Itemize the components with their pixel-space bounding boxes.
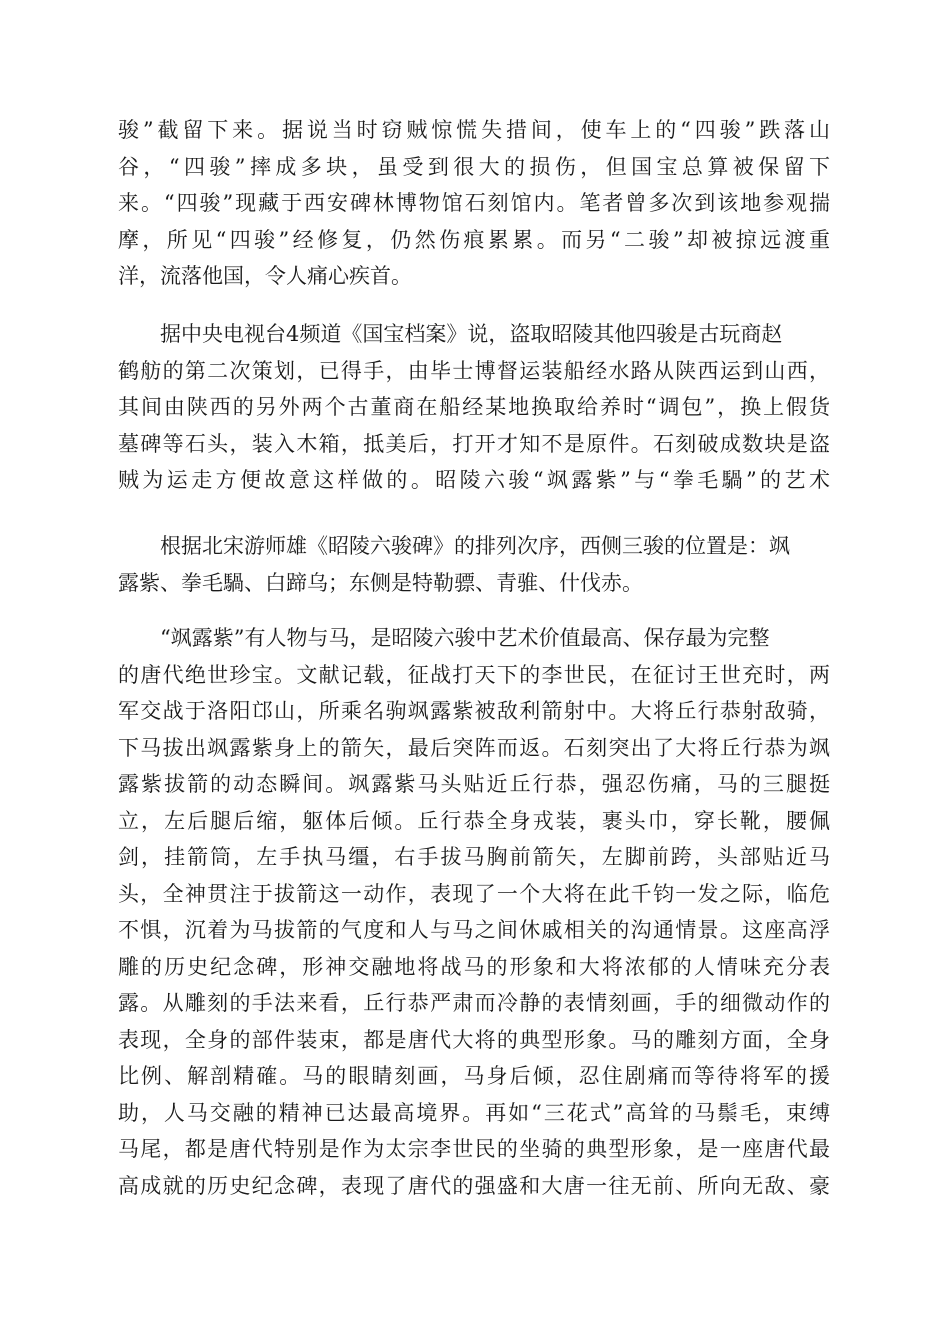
text-line: 雕的历史纪念碑，形神交融地将战马的形象和大将浓郁的人情味充分表 — [118, 954, 830, 979]
text-line: “飒露紫”有人物与马，是昭陵六骏中艺术价值最高、保存最为完整 — [160, 626, 770, 650]
text-line: 军交战于洛阳邙山，所乘名驹飒露紫被敌利箭射中。大将丘行恭射敌骑， — [118, 699, 830, 723]
paragraph-2 — [118, 316, 830, 499]
paragraph-4 — [118, 620, 830, 1204]
text-line: 下马拔出飒露紫身上的箭矢，最后突阵而返。石刻突出了大将丘行恭为飒 — [118, 735, 830, 760]
text-line: 根据北宋游师雄《昭陵六骏碑》的排列次序，西侧三骏的位置是：飒 — [160, 534, 790, 558]
text-line: 立，左后腿后缩，躯体后倾。丘行恭全身戎装，裹头巾，穿长靴，腰佩 — [118, 808, 830, 833]
text-line: 露紫、拳毛騧、白蹄乌；东侧是特勒骠、青骓、什伐赤。 — [118, 570, 643, 595]
text-line: 其间由陕西的另外两个古董商在船经某地换取给养时“调包”，换上假货 — [118, 395, 830, 419]
text-line: 高成就的历史纪念碑，表现了唐代的强盛和大唐一往无前、所向无敌、豪 — [118, 1173, 830, 1198]
text-line: 露紫拔箭的动态瞬间。飒露紫马头贴近丘行恭，强忍伤痛，马的三腿挺 — [118, 772, 830, 796]
text-line: 据中央电视台4频道《国宝档案》说，盗取昭陵其他四骏是古玩商赵 — [160, 322, 783, 346]
text-line: 谷，“四骏”摔成多块，虽受到很大的损伤，但国宝总算被保留下 — [118, 154, 830, 179]
text-line: 比例、解剖精確。马的眼睛刻画，马身后倾，忍住剧痛而等待将军的援 — [118, 1064, 830, 1088]
text-line: 鹤舫的第二次策划，已得手，由毕士博督运装船经水路从陕西运到山西， — [118, 358, 830, 383]
text-line: 头，全神贯注于拔箭这一动作，表现了一个大将在此千钧一发之际，临危 — [118, 881, 830, 906]
text-line: 马尾，都是唐代特别是作为太宗李世民的坐骑的典型形象，是一座唐代最 — [118, 1137, 830, 1161]
text-line: 贼为运走方便故意这样做的。昭陵六骏“飒露紫”与“拳毛騧”的艺术 — [118, 468, 830, 492]
text-line: 洋，流落他国，令人痛心疾首。 — [118, 264, 412, 288]
text-line: 不惧，沉着为马拔箭的气度和人与马之间休戚相关的沟通情景。这座高浮 — [118, 918, 830, 942]
text-line: 表现，全身的部件装束，都是唐代大将的典型形象。马的雕刻方面，全身 — [118, 1027, 830, 1052]
text-line: 墓碑等石头，装入木箱，抵美后，打开才知不是原件。石刻破成数块是盗 — [118, 431, 830, 456]
text-line: 露。从雕刻的手法来看，丘行恭严肃而冷静的表情刻画，手的细微动作的 — [118, 991, 830, 1015]
text-line: 的唐代绝世珍宝。文献记载，征战打天下的李世民，在征讨王世充时，两 — [118, 662, 830, 687]
text-line: 助，人马交融的精神已达最高境界。再如“三花式”高耸的马鬃毛，束缚 — [118, 1100, 830, 1125]
text-line: 摩，所见“四骏”经修复，仍然伤痕累累。而另“二骏”却被掠远渡重 — [118, 227, 830, 252]
text-line: 剑，挂箭筒，左手执马缰，右手拔马胸前箭矢，左脚前跨，头部贴近马 — [118, 845, 830, 869]
paragraph-3 — [118, 528, 830, 601]
paragraph-1 — [118, 112, 830, 295]
text-line: 骏”截留下来。据说当时窃贼惊慌失措间，使车上的“四骏”跌落山 — [118, 118, 830, 142]
text-line: 来。“四骏”现藏于西安碑林博物馆石刻馆内。笔者曾多次到该地参观揣 — [118, 191, 830, 215]
